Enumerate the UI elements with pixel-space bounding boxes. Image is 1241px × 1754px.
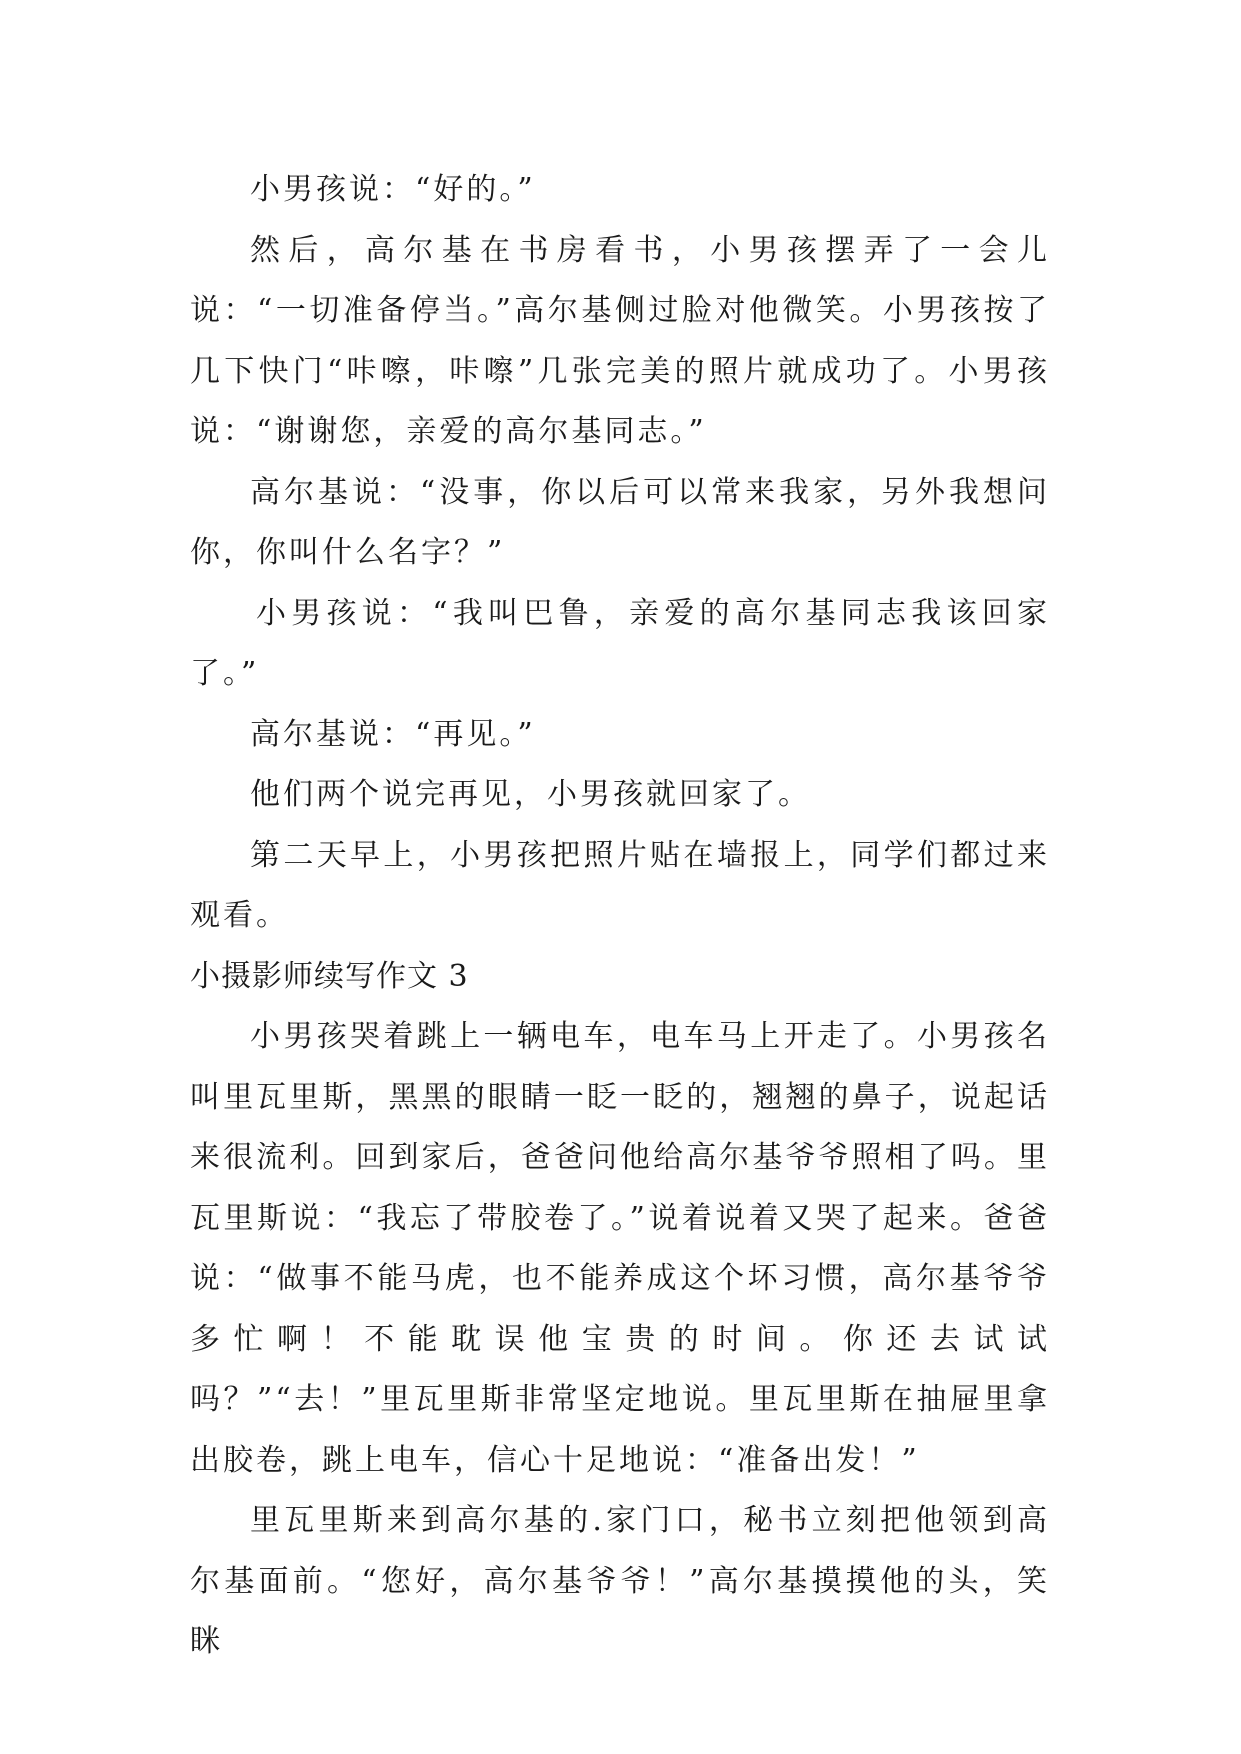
paragraph-1: 小男孩说：“好的。”: [250, 172, 536, 207]
paragraph-6: 他们两个说完再见，小男孩就回家了。: [250, 777, 811, 812]
paragraph-4: 小男孩说：“我叫巴鲁，亲爱的高尔基同志我该回家了。”: [190, 595, 1050, 691]
paragraph-9: 里瓦里斯来到高尔基的.家门口，秘书立刻把他领到高尔基面前。“您好，高尔基爷爷！”高尔基摸摸他的头，笑眯: [190, 1503, 1050, 1659]
paragraph-8: 小男孩哭着跳上一辆电车，电车马上开走了。小男孩名叫里瓦里斯，黑黑的眼睛一眨一眨的，翘翘的鼻子，说起话来很流利。回到家后，爸爸问他给高尔基爷爷照相了吗。里瓦里斯说：“我忘了带胶卷了。”说着说着又哭了起来。爸爸说：“做事不能马虎，也不能养成这个坏习惯，高尔基爷爷多忙啊！不能耽误他宝贵的时间。你还去试试吗？”“去！”里瓦里斯非常坚定地说。里瓦里斯在抽屉里拿出胶卷，跳上电车，信心十足地说：“准备出发！”: [190, 1019, 1050, 1478]
paragraph-5: 高尔基说：“再见。”: [250, 716, 536, 752]
paragraph-3: 高尔基说：“没事，你以后可以常来我家，另外我想问你，你叫什么名字？”: [190, 474, 1050, 570]
section-heading: 小摄影师续写作文 3: [190, 958, 469, 994]
paragraph-7: 第二天早上，小男孩把照片贴在墙报上，同学们都过来观看。: [190, 837, 1050, 933]
paragraph-2: 然后，高尔基在书房看书，小男孩摆弄了一会儿说：“一切准备停当。”高尔基侧过脸对他微笑。小男孩按了几下快门“咔嚓，咔嚓”几张完美的照片就成功了。小男孩说：“谢谢您，亲爱的高尔基同志。”: [190, 232, 1050, 449]
document-body: [190, 160, 1050, 1673]
